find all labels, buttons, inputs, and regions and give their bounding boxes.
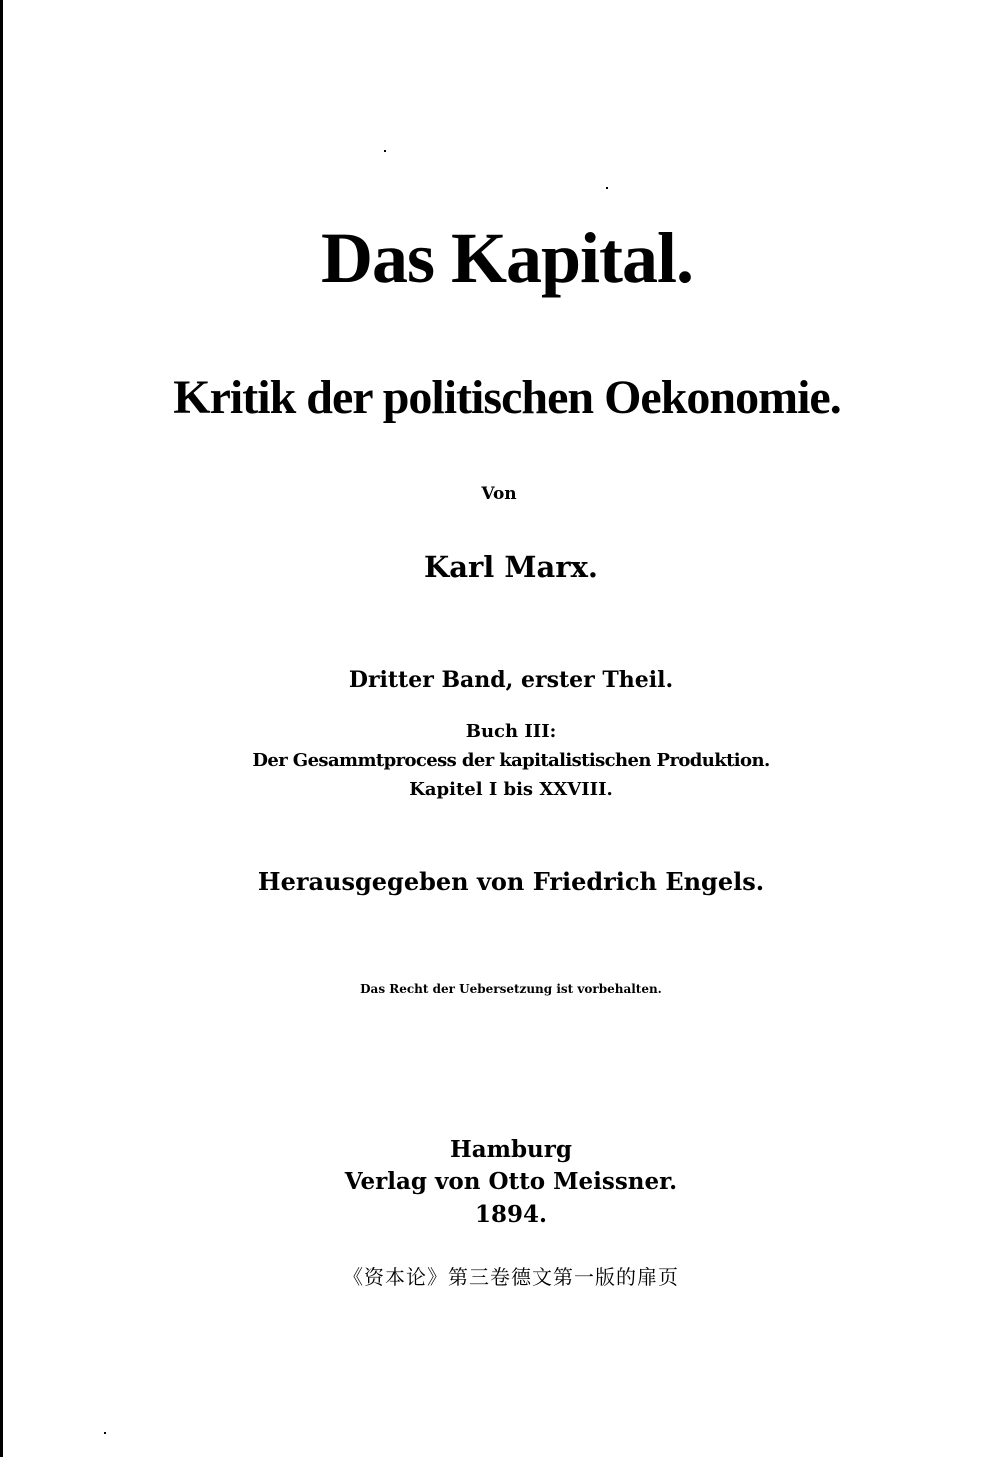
publisher-name: Verlag von Otto Meissner. bbox=[344, 1168, 678, 1195]
book-title: Das Kapital. bbox=[320, 218, 694, 298]
chapter-range: Kapitel I bis XXVIII. bbox=[409, 779, 613, 800]
by-line: Von bbox=[481, 484, 517, 504]
book-number: Buch III: bbox=[465, 721, 557, 742]
book-part-title: Der Gesammtprocess der kapitalistischen Produktion. bbox=[252, 750, 770, 771]
volume-label: Dritter Band, erster Theil. bbox=[348, 667, 674, 693]
editor-line: Herausgegeben von Friedrich Engels. bbox=[257, 867, 765, 896]
scan-speck bbox=[606, 187, 608, 189]
image-caption: 《资本论》第三卷德文第一版的扉页 bbox=[343, 1265, 679, 1289]
publisher-city: Hamburg bbox=[450, 1136, 572, 1163]
author-name: Karl Marx. bbox=[424, 550, 598, 584]
publication-year: 1894. bbox=[474, 1201, 548, 1228]
book-subtitle: Kritik der politischen Oekonomie. bbox=[173, 371, 841, 424]
scan-speck bbox=[104, 1432, 106, 1434]
rights-notice: Das Recht der Uebersetzung ist vorbehalten. bbox=[360, 982, 662, 996]
scan-speck bbox=[384, 150, 386, 152]
